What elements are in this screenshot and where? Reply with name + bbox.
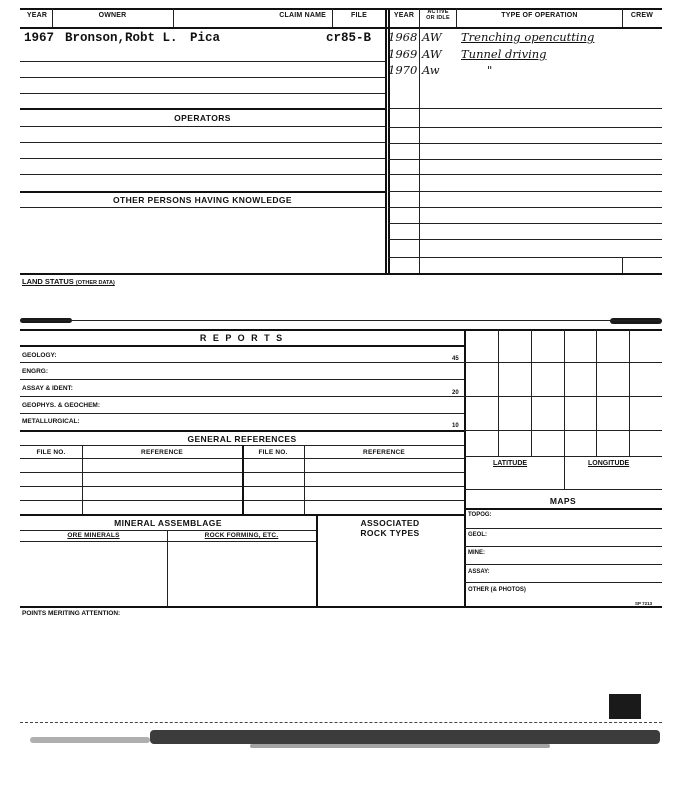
land-status-title: LAND STATUS (OTHER DATA)	[22, 277, 115, 286]
report-number: 10	[452, 423, 459, 429]
col-header-file: FILE	[351, 12, 367, 19]
entry-owner: Bronson,Robt L.	[65, 31, 178, 45]
form-number: SP 7213	[635, 601, 653, 606]
general-references-title: GENERAL REFERENCES	[187, 434, 297, 444]
col-header-active-or-idle: ACTIVE OR IDLE	[426, 9, 450, 21]
report-number: 20	[452, 390, 459, 396]
col-header-rock-forming: ROCK FORMING, ETC.	[204, 532, 279, 539]
other-persons-title: OTHER PERSONS HAVING KNOWLEDGE	[112, 195, 293, 205]
col-header-reference: REFERENCE	[363, 449, 405, 456]
entry-file: cr85-B	[326, 31, 372, 45]
map-row-label: MINE:	[468, 550, 485, 556]
map-row-label: ASSAY:	[468, 569, 490, 575]
activity-status: AW	[422, 47, 442, 61]
col-header-year: YEAR	[26, 12, 48, 19]
activity-year: 1970	[388, 63, 418, 77]
report-label: GEOPHYS. & GEOCHEM:	[22, 402, 101, 409]
col-header-file-no: FILE NO.	[36, 449, 66, 456]
scan-artifact	[150, 730, 660, 744]
latitude-label: LATITUDE	[493, 460, 528, 467]
activity-status: AW	[422, 30, 442, 44]
map-row-label: TOPOG:	[468, 512, 492, 518]
col-header-crew: CREW	[630, 12, 654, 19]
entry-claim-name: Pica	[190, 31, 221, 45]
report-label: ASSAY & IDENT:	[22, 385, 73, 392]
scan-artifact	[609, 694, 641, 719]
maps-title: MAPS	[549, 496, 577, 506]
operators-title: OPERATORS	[174, 113, 231, 123]
map-row-label: OTHER (& PHOTOS)	[468, 587, 526, 593]
col-header-type-of-operation: TYPE OF OPERATION	[501, 12, 578, 19]
activity-year: 1969	[388, 47, 418, 61]
report-label: METALLURGICAL:	[22, 418, 80, 425]
longitude-label: LONGITUDE	[588, 460, 630, 467]
activity-operation: "	[487, 63, 493, 77]
activity-status: Aw	[422, 63, 440, 77]
col-header-owner: OWNER	[98, 12, 127, 19]
col-header-file-no: FILE NO.	[258, 449, 288, 456]
report-label: GEOLOGY:	[22, 352, 57, 359]
activity-year: 1968	[388, 30, 418, 44]
points-meriting-attention-label: POINTS MERITING ATTENTION:	[22, 610, 121, 617]
entry-year: 1967	[24, 31, 55, 45]
col-header-claim-name: CLAIM NAME	[279, 12, 326, 19]
reports-title: R E P O R T S	[199, 333, 285, 343]
associated-rock-types-title: ASSOCIATED ROCK TYPES	[360, 518, 420, 538]
activity-operation: Tunnel driving	[461, 47, 547, 61]
report-number: 45	[452, 356, 459, 362]
mineral-assemblage-title: MINERAL ASSEMBLAGE	[114, 518, 222, 528]
col-header-year-2: YEAR	[393, 12, 415, 19]
col-header-reference: REFERENCE	[141, 449, 183, 456]
activity-operation: Trenching opencutting	[461, 30, 595, 44]
col-header-ore-minerals: ORE MINERALS	[67, 532, 120, 539]
report-label: ENGRG:	[22, 368, 48, 375]
map-row-label: GEOL:	[468, 532, 487, 538]
